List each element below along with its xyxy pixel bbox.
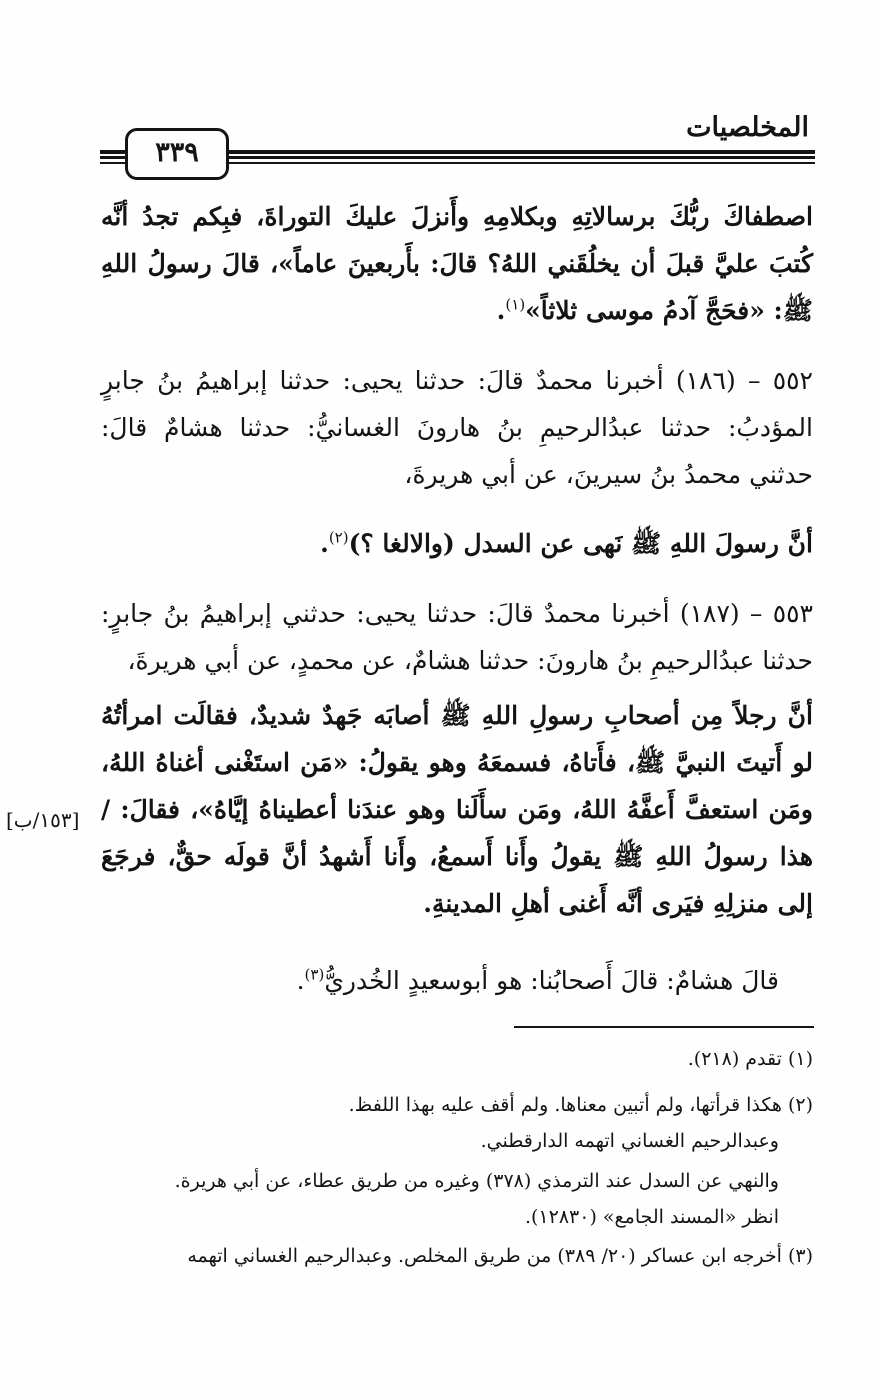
footnote-2-line: وعبدالرحيم الغساني اتهمه الدارقطني.: [480, 1130, 779, 1152]
footnote-3: (٣) أخرجه ابن عساكر (٢٠/ ٣٨٩) من طريق المخلص. وعبدالرحيم الغساني اتهمه: [187, 1245, 813, 1267]
running-header-title: المخلصيات: [686, 112, 809, 143]
footnote-2: (٢) هكذا قرأتها، ولم أتبين معناها. ولم أقف عليه بهذا اللفظ.: [348, 1094, 813, 1116]
paragraph-isnad-552: ٥٥٢ – (١٨٦) أخبرنا محمدٌ قالَ: حدثنا يحيى: حدثنا إبراهيمُ بنُ جابرٍ المؤدبُ: حدثنا عبدُالرحيمِ بنُ هارونَ الغسانيُّ: حدثنا هشامٌ قالَ: حدثني محمدُ بنُ سيرينَ، عن أبي هريرةَ،: [101, 366, 813, 489]
paragraph-matn-552: أنَّ رسولَ اللهِ ﷺ نَهى عن السدل (والالغا ؟)$^{(٢)}$.: [320, 528, 813, 558]
footnote-marker: (١): [505, 295, 526, 314]
footnote-1: (١) تقدم (٢١٨).: [687, 1048, 813, 1070]
paragraph-isnad-553: ٥٥٣ – (١٨٧) أخبرنا محمدٌ قالَ: حدثنا يحيى: حدثني إبراهيمُ بنُ جابرٍ: حدثنا عبدُالرحيمِ بنُ هارونَ: حدثنا هشامٌ، عن محمدٍ، عن أبي هريرةَ،: [101, 599, 813, 675]
footnote-2-line: والنهي عن السدل عند الترمذي (٣٧٨) وغيره من طريق عطاء، عن أبي هريرة.: [174, 1170, 779, 1192]
footnote-2-line: انظر «المسند الجامع» (١٢٨٣٠).: [524, 1206, 779, 1228]
manuscript-folio-reference: [١٥٣/ب]: [6, 808, 80, 832]
page-number: ٣٣٩: [125, 128, 229, 180]
paragraph-matn-553: أنَّ رجلاً مِن أصحابِ رسولِ اللهِ ﷺ أصابَه جَهدٌ شديدٌ، فقالَت امرأتُهُ لو أَتيتَ النبيَّ ﷺ، فأَتاهُ، فسمعَهُ وهو يقولُ: «مَن استَغْنى أغناهُ اللهُ، ومَن استعفَّ أَعفَّهُ اللهُ، ومَن سأَلَنا وهو عندَنا أعطيناهُ إيَّاهُ»، فقالَ: / هذا رسولُ اللهِ ﷺ يقولُ وأَنا أَسمعُ، وأَنا أَشهدُ أنَّ قولَه حقٌّ، فرجَعَ إلى منزلِهِ فيَرى أنَّه أَغنى أهلِ المدينةِ.: [101, 701, 813, 918]
footnote-separator: [514, 1026, 814, 1028]
paragraph-hisham-note: قالَ هشامٌ: قالَ أَصحابُنا: هو أبوسعيدٍ الخُدريُّ$^{(٣)}$.: [296, 965, 779, 995]
footnote-marker: (٢): [328, 528, 349, 547]
paragraph-hadith-continuation: اصطفاكَ ربُّكَ برسالاتِهِ وبكلامِهِ وأَنزلَ عليكَ التوراةَ، فبِكم تجدُ أنَّه كُتبَ عليَّ قبلَ أن يخلُقَني اللهُ؟ قالَ: بأَربعينَ عاماً»، قالَ رسولُ اللهِ ﷺ: «فحَجَّ آدمُ موسى ثلاثاً»$^{(١)}$.: [101, 202, 813, 325]
footnote-marker: (٣): [304, 965, 325, 984]
